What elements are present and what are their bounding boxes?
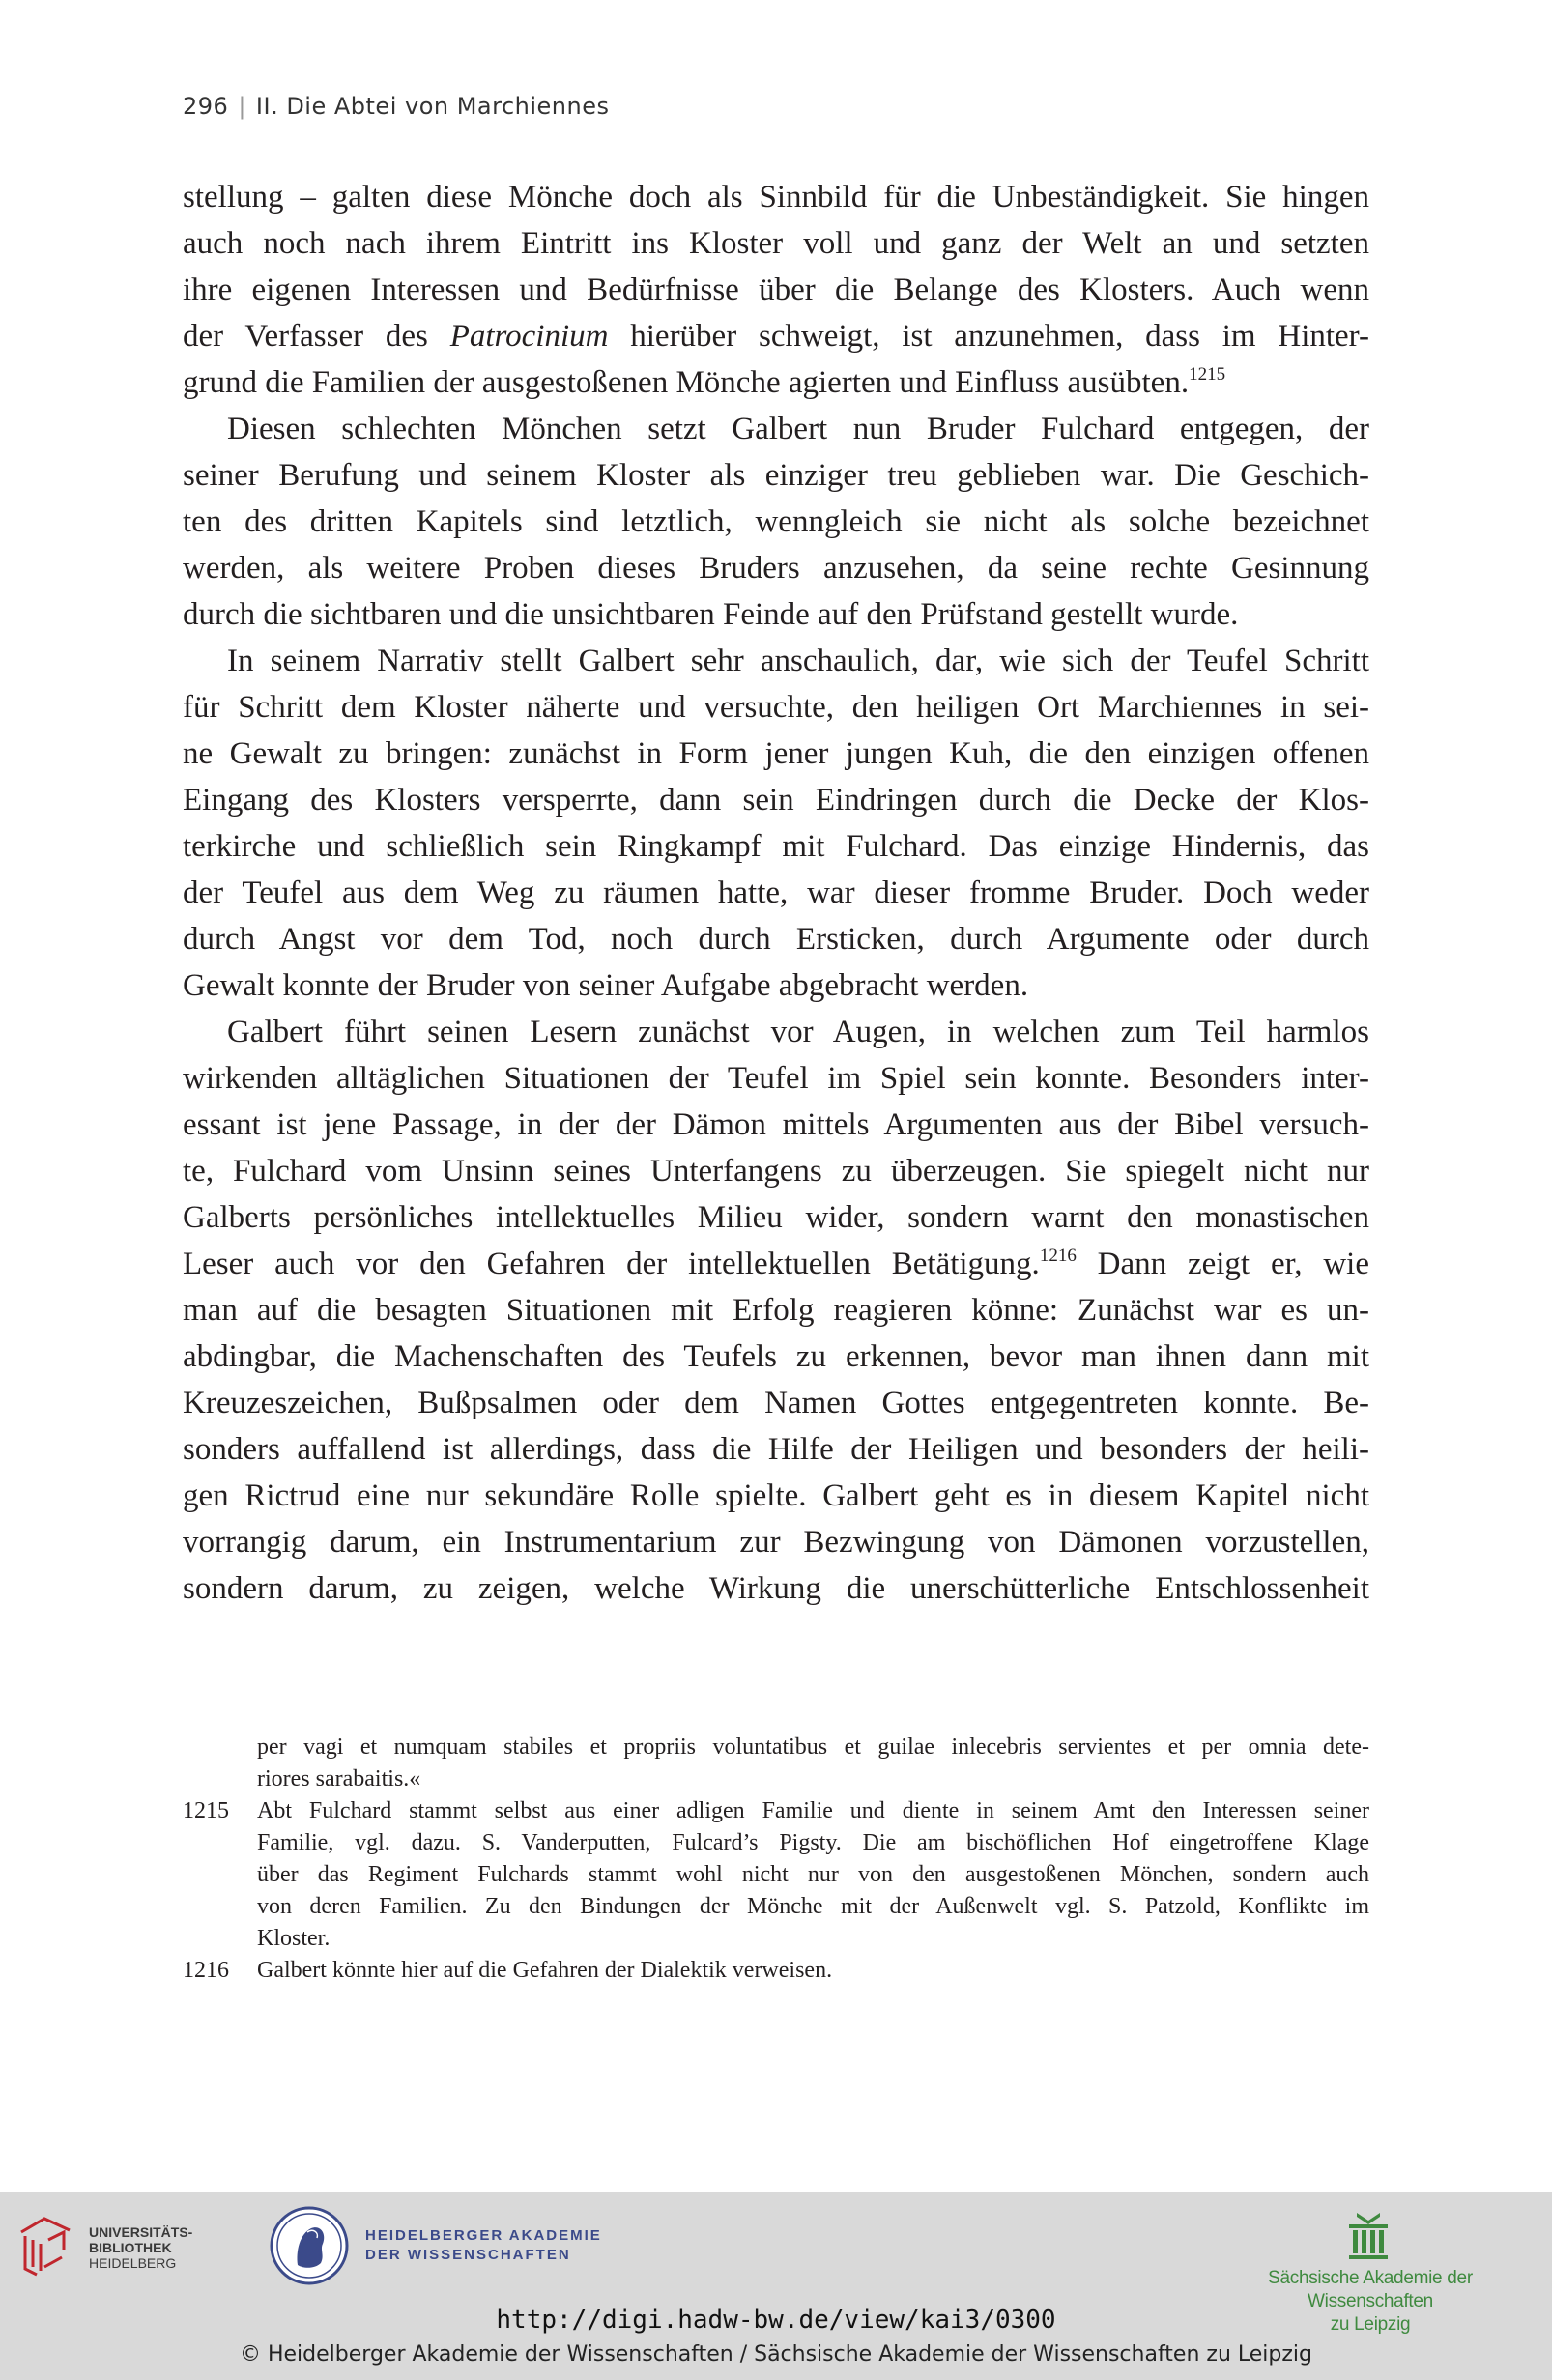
chapter-title: II. Die Abtei von Marchiennes	[255, 93, 610, 120]
text-fragment: grund die Familien der ausgestoßenen Mönche agierten und Einfluss ausübten.	[183, 365, 1190, 400]
text-line: ihre eigenen Interessen und Bedürfnisse über die Belange des Klosters. Auch wenn	[183, 272, 1369, 307]
text-fragment: Leser auch vor den Gefahren der intellektuellen Betätigung.	[183, 1247, 1040, 1281]
text-line	[183, 313, 1369, 359]
copyright-notice: © Heidelberger Akademie der Wissenschaften / Sächsische Akademie der Wissenschaften zu Leipzig	[239, 2342, 1312, 2366]
text-line: terkirche und schließlich sein Ringkampf mit Fulchard. Das einzige Hindernis, das	[183, 829, 1369, 864]
footnote-line: von deren Familien. Zu den Bindungen der Mönche mit der Außenwelt vgl. S. Patzold, Konflikte im	[257, 1894, 1369, 1919]
text-line: stellung – galten diese Mönche doch als Sinnbild für die Unbeständigkeit. Sie hingen	[183, 180, 1369, 215]
saw-line: Sächsische Akademie der Wissenschaften	[1268, 2268, 1473, 2311]
text-line: man auf die besagten Situationen mit Erfolg reagieren könne: Zunächst war es un-	[183, 1293, 1369, 1328]
text-line: Gewalt konnte der Bruder von seiner Aufgabe abgebracht werden.	[183, 968, 1029, 1003]
footnote-number: 1215	[183, 1798, 229, 1823]
hadw-wordmark	[365, 2226, 602, 2265]
permalink-url[interactable]: http://digi.hadw-bw.de/view/kai3/0300	[496, 2306, 1056, 2335]
footnotes	[183, 1732, 1369, 1987]
text-fragment: der Verfasser des	[183, 319, 450, 354]
text-line: durch Angst vor dem Tod, noch durch Ersticken, durch Argumente oder durch	[183, 922, 1369, 957]
footnote-line: über das Regiment Fulchards stammt wohl nicht nur von den ausgestoßenen Mönchen, sondern auch	[257, 1862, 1369, 1887]
text-line: werden, als weitere Proben dieses Bruders anzusehen, da seine rechte Gesinnung	[183, 551, 1369, 586]
footnote-1215	[183, 1795, 1369, 1827]
text-line: abdingbar, die Machenschaften des Teufels zu erkennen, bevor man ihnen dann mit	[183, 1339, 1369, 1374]
ub-heidelberg-wordmark	[89, 2224, 192, 2271]
footnote-1216	[183, 1955, 1369, 1987]
text-line: Galberts persönliches intellektuelles Milieu wider, sondern warnt den monastischen	[183, 1200, 1369, 1235]
ub-line: HEIDELBERG	[89, 2255, 177, 2271]
hadw-line: HEIDELBERGER AKADEMIE	[365, 2227, 602, 2244]
text-line: ten des dritten Kapitels sind letztlich, wenngleich sie nicht als solche bezeichnet	[183, 504, 1369, 539]
text-fragment: Dann zeigt er, wie	[1076, 1247, 1369, 1281]
footnote-text: Galbert könnte hier auf die Gefahren der Dialektik verweisen.	[257, 1958, 833, 1983]
work-title: Patrocinium	[449, 319, 609, 354]
footnote-line: Familie, vgl. dazu. S. Vanderputten, Fulcard’s Pigsty. Die am bischöflichen Hof eingetroffene Klage	[257, 1830, 1369, 1855]
hadw-seal-icon	[269, 2205, 350, 2286]
text-line: durch die sichtbaren und die unsichtbaren Feinde auf den Prüfstand gestellt wurde.	[183, 597, 1239, 632]
saw-line: zu Leipzig	[1330, 2314, 1411, 2335]
footnote-continuation-line: riores sarabaitis.«	[257, 1766, 421, 1792]
footnote-ref[interactable]: 1216	[1039, 1246, 1077, 1266]
saw-building-icon	[1347, 2211, 1390, 2261]
footnote-text: Abt Fulchard stammt selbst aus einer adligen Familie und diente in seinem Amt den Interessen seiner	[257, 1798, 1369, 1823]
header-separator: |	[238, 93, 246, 120]
text-fragment: hierüber schweigt, ist anzunehmen, dass im Hinter-	[608, 319, 1370, 354]
text-line: essant ist jene Passage, in der der Dämon mittels Argumenten aus der Bibel versuch-	[183, 1107, 1369, 1142]
text-line: Eingang des Klosters versperrte, dann sein Eindringen durch die Decke der Klos-	[183, 783, 1369, 817]
text-line: vorrangig darum, ein Instrumentarium zur Bezwingung von Dämonen vorzustellen,	[183, 1525, 1369, 1560]
text-line: Kreuzeszeichen, Bußpsalmen oder dem Namen Gottes entgegentreten konnte. Be-	[183, 1386, 1369, 1420]
text-line	[183, 1241, 1369, 1287]
footnote-continuation-line: per vagi et numquam stabiles et propriis voluntatibus et guilae inlecebris servientes et per omnia dete-	[257, 1735, 1369, 1760]
footnote-ref[interactable]: 1215	[1189, 364, 1226, 385]
main-text	[183, 174, 1369, 1612]
text-line: für Schritt dem Kloster näherte und versuchte, den heiligen Ort Marchiennes in sei-	[183, 690, 1369, 725]
footnote-line: Kloster.	[257, 1926, 331, 1951]
page-number: 296	[183, 93, 229, 120]
text-line: ne Gewalt zu bringen: zunächst in Form jener jungen Kuh, die den einzigen offenen	[183, 736, 1369, 771]
text-line	[183, 359, 1369, 406]
text-line: sondern darum, zu zeigen, welche Wirkung die unerschütterliche Entschlossenheit	[183, 1571, 1369, 1606]
footnote-number: 1216	[183, 1958, 229, 1983]
ub-line: BIBLIOTHEK	[89, 2240, 172, 2255]
text-line: auch noch nach ihrem Eintritt ins Kloster voll und ganz der Welt an und setzten	[183, 226, 1369, 261]
text-line: wirkenden alltäglichen Situationen der Teufel im Spiel sein konnte. Besonders inter-	[183, 1061, 1369, 1096]
text-line: te, Fulchard vom Unsinn seines Unterfangens zu überzeugen. Sie spiegelt nicht nur	[183, 1154, 1369, 1189]
ub-line: UNIVERSITÄTS-	[89, 2224, 193, 2240]
text-line: Diesen schlechten Mönchen setzt Galbert nun Bruder Fulchard entgegen, der	[227, 412, 1369, 446]
running-head	[183, 93, 610, 120]
text-line: Galbert führt seinen Lesern zunächst vor Augen, in welchen zum Teil harmlos	[227, 1015, 1369, 1049]
text-line: seiner Berufung und seinem Kloster als einziger treu geblieben war. Die Geschich-	[183, 458, 1369, 493]
text-line: der Teufel aus dem Weg zu räumen hatte, war dieser fromme Bruder. Doch weder	[183, 875, 1369, 910]
hadw-line: DER WISSENSCHAFTEN	[365, 2247, 571, 2263]
text-line: sonders auffallend ist allerdings, dass die Hilfe der Heiligen und besonders der heili-	[183, 1432, 1369, 1467]
text-line: In seinem Narrativ stellt Galbert sehr anschaulich, dar, wie sich der Teufel Schritt	[227, 644, 1369, 678]
text-line: gen Rictrud eine nur sekundäre Rolle spielte. Galbert geht es in diesem Kapitel nicht	[183, 1478, 1369, 1513]
